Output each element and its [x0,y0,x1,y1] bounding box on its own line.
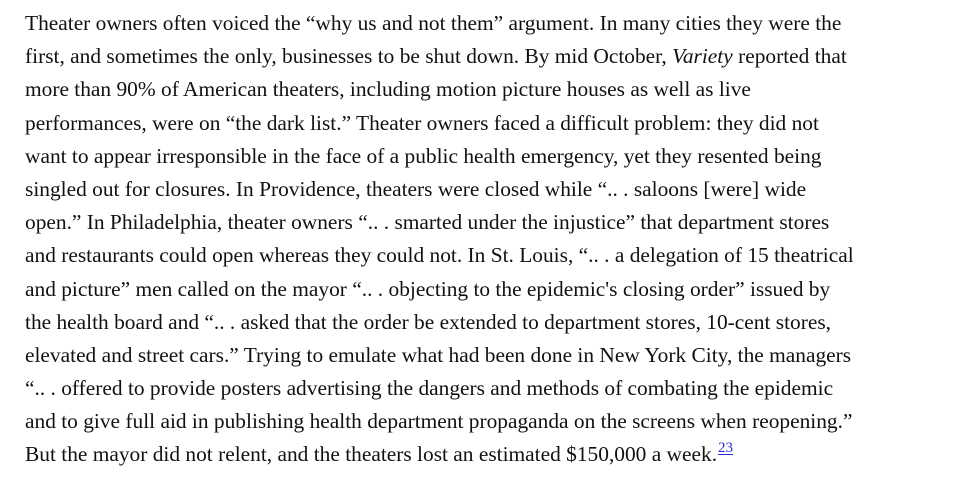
paragraph-line-2-text: first, and sometimes the only, businesses to be shut down. By mid October, [25,44,667,69]
paragraph-line-5: want to appear irresponsible in the face of a public health emergency, yet they resented being [25,143,822,168]
paragraph-line-2-tail: reported that [732,44,847,69]
paragraph-line-12: “.. . offered to provide posters advertising the dangers and methods of combating the epidemic [25,376,834,401]
paragraph-line-8: and restaurants could open whereas they could not. In St. Louis, “.. . a delegation of 15 theatrical [25,243,854,268]
paragraph-line-13: and to give full aid in publishing health department propaganda on the screens when reopening.” [25,409,853,434]
paragraph-line-3: more than 90% of American theaters, including motion picture houses as well as live [25,77,751,102]
publication-name-variety: Variety [672,44,733,69]
paragraph-line-2 [25,40,960,73]
paragraph-line-7: open.” In Philadelphia, theater owners “.. . smarted under the injustice” that department stores [25,210,830,235]
paragraph-line-6: singled out for closures. In Providence, theaters were closed while “.. . saloons [were] wide [25,176,807,201]
paragraph-line-4: performances, were on “the dark list.” Theater owners faced a difficult problem: they did not [25,110,819,135]
footnote-link[interactable]: 23 [718,440,734,457]
paragraph-line-14 [25,438,960,471]
footnote-reference [718,440,733,456]
paragraph-line-10: the health board and “.. . asked that the order be extended to department stores, 10-cent stores, [25,309,832,334]
paragraph-line-1: Theater owners often voiced the “why us and not them” argument. In many cities they were the [25,11,842,35]
article-body [25,7,960,472]
paragraph-line-9: and picture” men called on the mayor “.. . objecting to the epidemic's closing order” issued by [25,276,831,301]
paragraph-line-14-text: But the mayor did not relent, and the theaters lost an estimated $150,000 a week. [25,442,718,467]
paragraph-line-11: elevated and street cars.” Trying to emulate what had been done in New York City, the managers [25,342,852,367]
paragraph [25,7,960,472]
